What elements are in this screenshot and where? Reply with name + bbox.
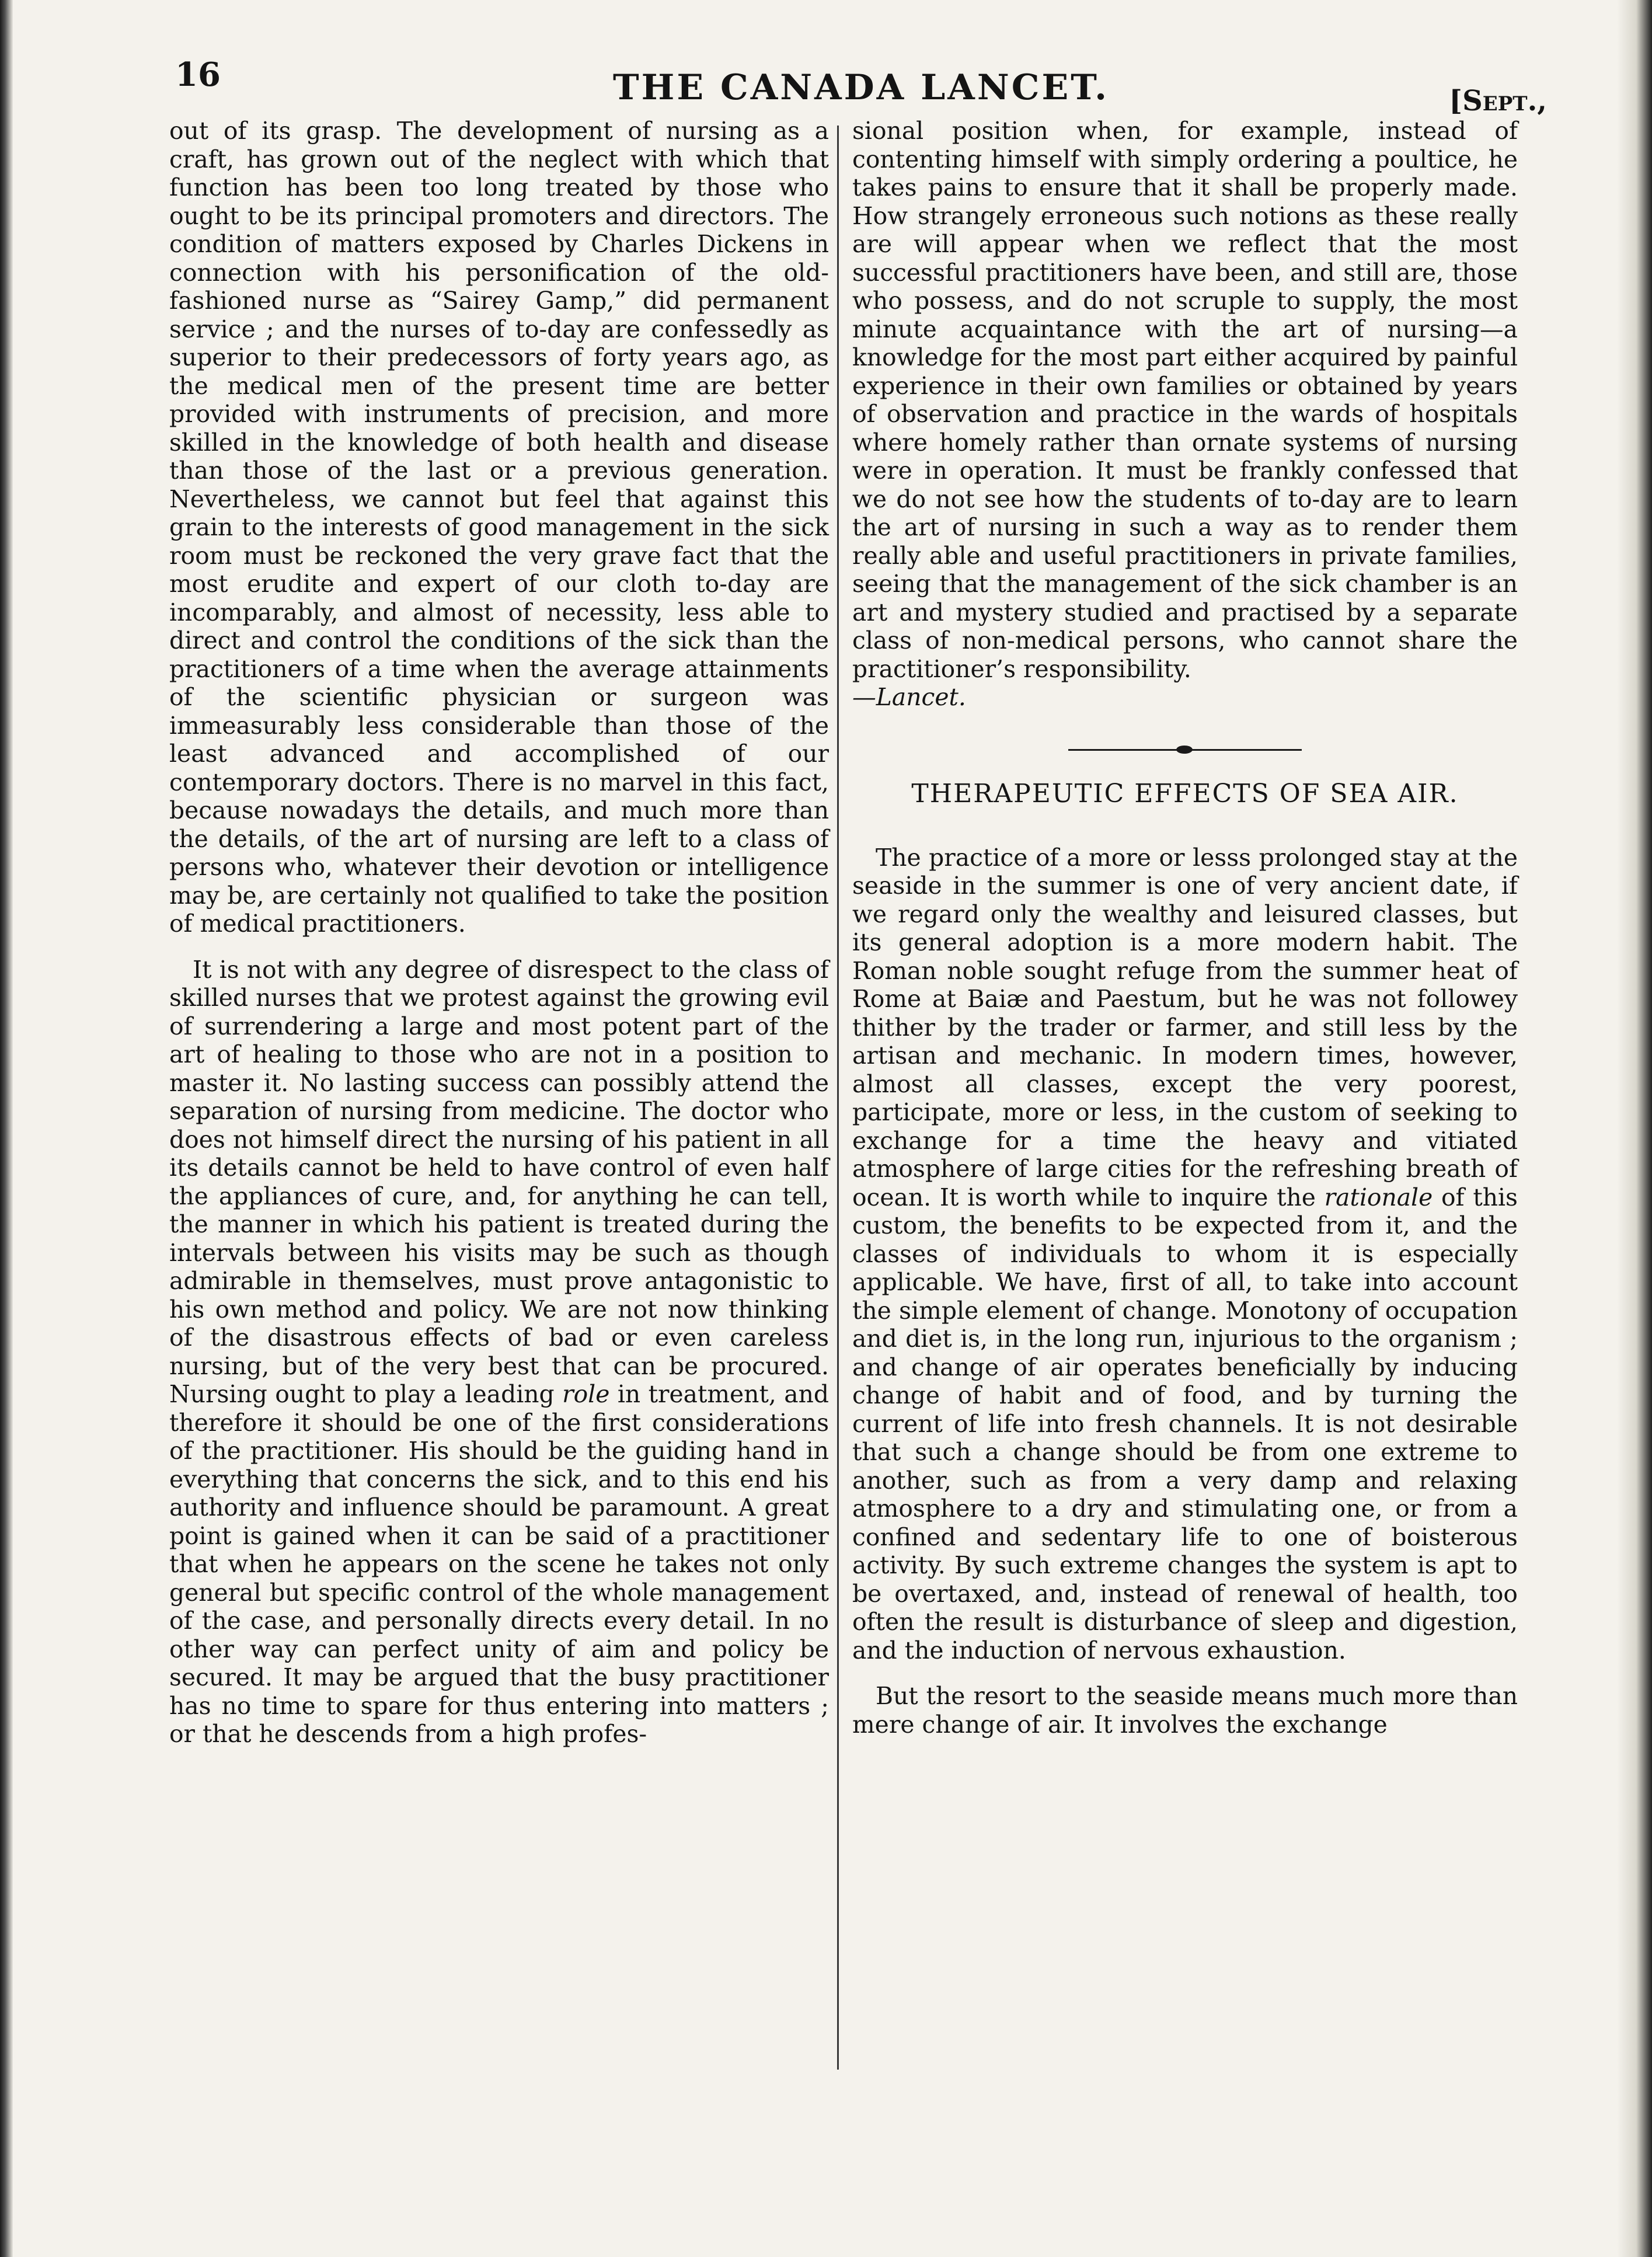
section-heading: THERAPEUTIC EFFECTS OF SEA AIR. xyxy=(911,778,1459,809)
column-rule xyxy=(837,126,839,2070)
page-header xyxy=(175,55,1547,117)
left-column xyxy=(169,117,829,1749)
issue-month: [Sept., xyxy=(1449,85,1547,117)
text-run: The practice of a more or lesss prolonged stay at the seaside in the summer is one of very ancient date, if we regard only the wealthy and leisured classes, but its general adoption is a more modern habit. The Roman noble sought refuge from the summer heat of Rome at Baiæ and Paestum, but he was not followey thither by the trader or farmer, and still less by the artisan and mechanic. In modern times, however, almost all classes, except the very poorest, participate, more or less, in the custom of seeking to exchange for a time the heavy and vitiated atmosphere of large cities for the refreshing breath of ocean. It is worth while to inquire the xyxy=(852,843,1518,1211)
scan-binding-shadow xyxy=(0,0,13,2257)
source-citation: —Lancet. xyxy=(852,683,966,711)
divider-ornament xyxy=(1176,746,1193,754)
page-number: 16 xyxy=(175,55,221,94)
scan-page-edge xyxy=(1617,0,1652,2257)
paragraph: out of its grasp. The development of nursing as a craft, has grown out of the neglect with which that function has been too long treated by those who ought to be its principal promoters and directors. The condition of matters exposed by Charles Dickens in connection with his personification of the old-fashioned nurse as “Sairey Gamp,” did permanent service ; and the nurses of to-day are confessedly as superior to their predecessors of forty years ago, as the medical men of the present time are better provided with instruments of precision, and more skilled in the knowledge of both health and disease than those of the last or a previous generation. Nevertheless, we cannot but feel that against this grain to the interests of good management in the sick room must be reckoned the very grave fact that the most erudite and expert of our cloth to-day are incomparably, and almost of necessity, less able to direct and control the conditions of the sick than the practitioners of a time when the average attainments of the scientific physician or surgeon was immeasurably less considerable than those of the least advanced and accomplished of our contemporary doctors. There is no marvel in this fact, because nowadays the details, and much more than the details, of the art of nursing are left to a class of persons who, whatever their devotion or intelligence may be, are certainly not qualified to take the position of medical practitioners. xyxy=(169,117,829,938)
right-column xyxy=(852,117,1518,1739)
paragraph: But the resort to the seaside means much more than mere change of air. It involves the exchange xyxy=(852,1682,1518,1739)
italic-text: role xyxy=(562,1380,610,1408)
source-paragraph xyxy=(852,683,1518,712)
paragraph: sional position when, for example, instead of contenting himself with simply ordering a poultice, he takes pains to ensure that it shall be properly made. How strangely erroneous such notions as these really are will appear when we reflect that the most successful practitioners have been, and still are, those who possess, and do not scruple to supply, the most minute acquaintance with the art of nursing—a knowledge for the most part either acquired by painful experience in their own families or obtained by years of observation and practice in the wards of hospitals where homely rather than ornate systems of nursing were in operation. It must be frankly confessed that we do not see how the students of to-day are to learn the art of nursing in such a way as to render them really able and useful practitioners in private families, seeing that the management of the sick chamber is an art and mystery studied and practised by a separate class of non-medical persons, who cannot share the practitioner’s responsibility. xyxy=(852,117,1518,683)
text-run: It is not with any degree of disrespect to the class of skilled nurses that we protest against the growing evil of surrendering a large and most potent part of the art of healing to those who are not in a position to master it. No lasting success can possibly attend the separation of nursing from medicine. The doctor who does not himself direct the nursing of his patient in all its details cannot be held to have control of even half the appliances of cure, and, for anything he can tell, the manner in which his patient is treated during the intervals between his visits may be such as though admirable in themselves, must prove antagonistic to his own method and policy. We are not now thinking of the disastrous effects of bad or even careless nursing, but of the very best that can be procured. Nursing ought to play a leading xyxy=(169,955,829,1408)
text-run: of this custom, the benefits to be expected from it, and the classes of individuals to whom it is especially applicable. We have, first of all, to take into account the simple element of change. Monotony of occupation and diet is, in the long run, injurious to the organism ; and change of air operates beneficially by inducing change of habit and of food, and by turning the current of life into fresh channels. It is not desirable that such a change should be from one extreme to another, such as from a very damp and relaxing atmosphere to a dry and stimulating one, or from a confined and sedentary life to one of boisterous activity. By such extreme changes the system is apt to be overtaxed, and, instead of renewal of health, too often the result is disturbance of sleep and digestion, and the induction of nervous exhaustion. xyxy=(852,1183,1518,1664)
italic-text: rationale xyxy=(1324,1183,1433,1211)
paragraph xyxy=(852,844,1518,1665)
running-title: THE CANADA LANCET. xyxy=(612,67,1109,108)
text-run: in treatment, and therefore it should be one of the first considerations of the practitioner. His should be the guiding hand in everything that concerns the sick, and to this end his authority and influence should be paramount. A great point is gained when it can be said of a practitioner that when he appears on the scene he takes not only general but specific control of the whole management of the case, and personally directs every detail. In no other way can perfect unity of aim and policy be secured. It may be argued that the busy practitioner has no time to spare for thus entering into matters ; or that he descends from a high profes- xyxy=(169,1380,829,1748)
paragraph xyxy=(169,956,829,1749)
section-divider xyxy=(852,712,1518,767)
